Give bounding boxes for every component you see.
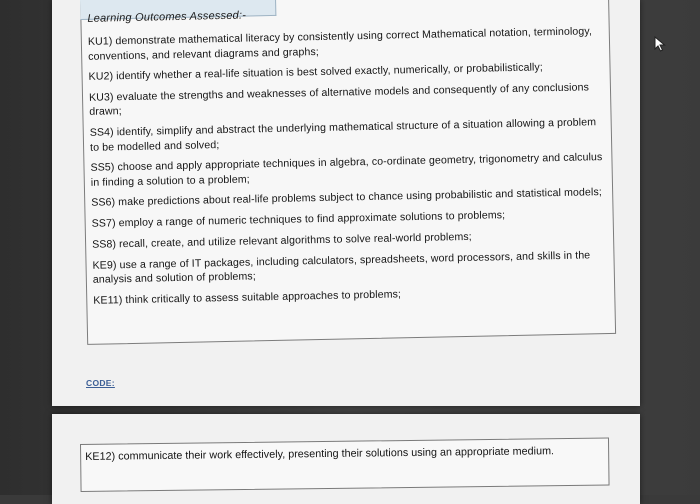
outcome-ke12: KE12) communicate their work effectively, presenting their solutions using an appropriate medium.	[85, 445, 555, 463]
code-label: CODE:	[86, 378, 115, 388]
learning-outcomes-title: Learning Outcomes Assessed:-	[87, 9, 247, 25]
outcome-ku1: KU1) demonstrate mathematical literacy by consistently using correct Mathematical notation, terminology, conventions, and relevant diagrams and graphs;	[87, 25, 593, 63]
learning-outcomes-box	[80, 0, 616, 345]
outcome-list	[88, 24, 606, 314]
outcome-ss6: SS6) make predictions about real-life problems subject to chance using probabilistic and statistical models;	[91, 186, 603, 210]
page-upper	[52, 0, 640, 406]
outcome-ku3: KU3) evaluate the strengths and weaknesses of alternative models and consequently of any conclusions drawn;	[88, 81, 590, 119]
outcome-ss8: SS8) recall, create, and utilize relevant algorithms to solve real-world problems;	[91, 230, 472, 251]
outcome-ss4: SS4) identify, simplify and abstract the underlying mathematical structure of a situation allowing a problem to be modelled and solved;	[89, 116, 597, 154]
outcome-ke11: KE11) think critically to assess suitable approaches to problems;	[93, 288, 402, 307]
ke12-box	[80, 438, 610, 492]
outcome-ss7: SS7) employ a range of numeric techniques to find approximate solutions to problems;	[91, 209, 506, 230]
page-lower	[52, 414, 640, 504]
cursor-arrow-icon	[654, 36, 666, 52]
outcome-ss5: SS5) choose and apply appropriate techniques in algebra, co-ordinate geometry, trigonometry and calculus in finding a solution to a problem;	[90, 151, 603, 189]
outcome-ke9: KE9) use a range of IT packages, including calculators, spreadsheets, word processors, and skills in the analysis and solution of problems;	[92, 248, 591, 286]
outcome-ku2: KU2) identify whether a real-life situation is best solved exactly, numerically, or probabilistically;	[88, 61, 544, 84]
